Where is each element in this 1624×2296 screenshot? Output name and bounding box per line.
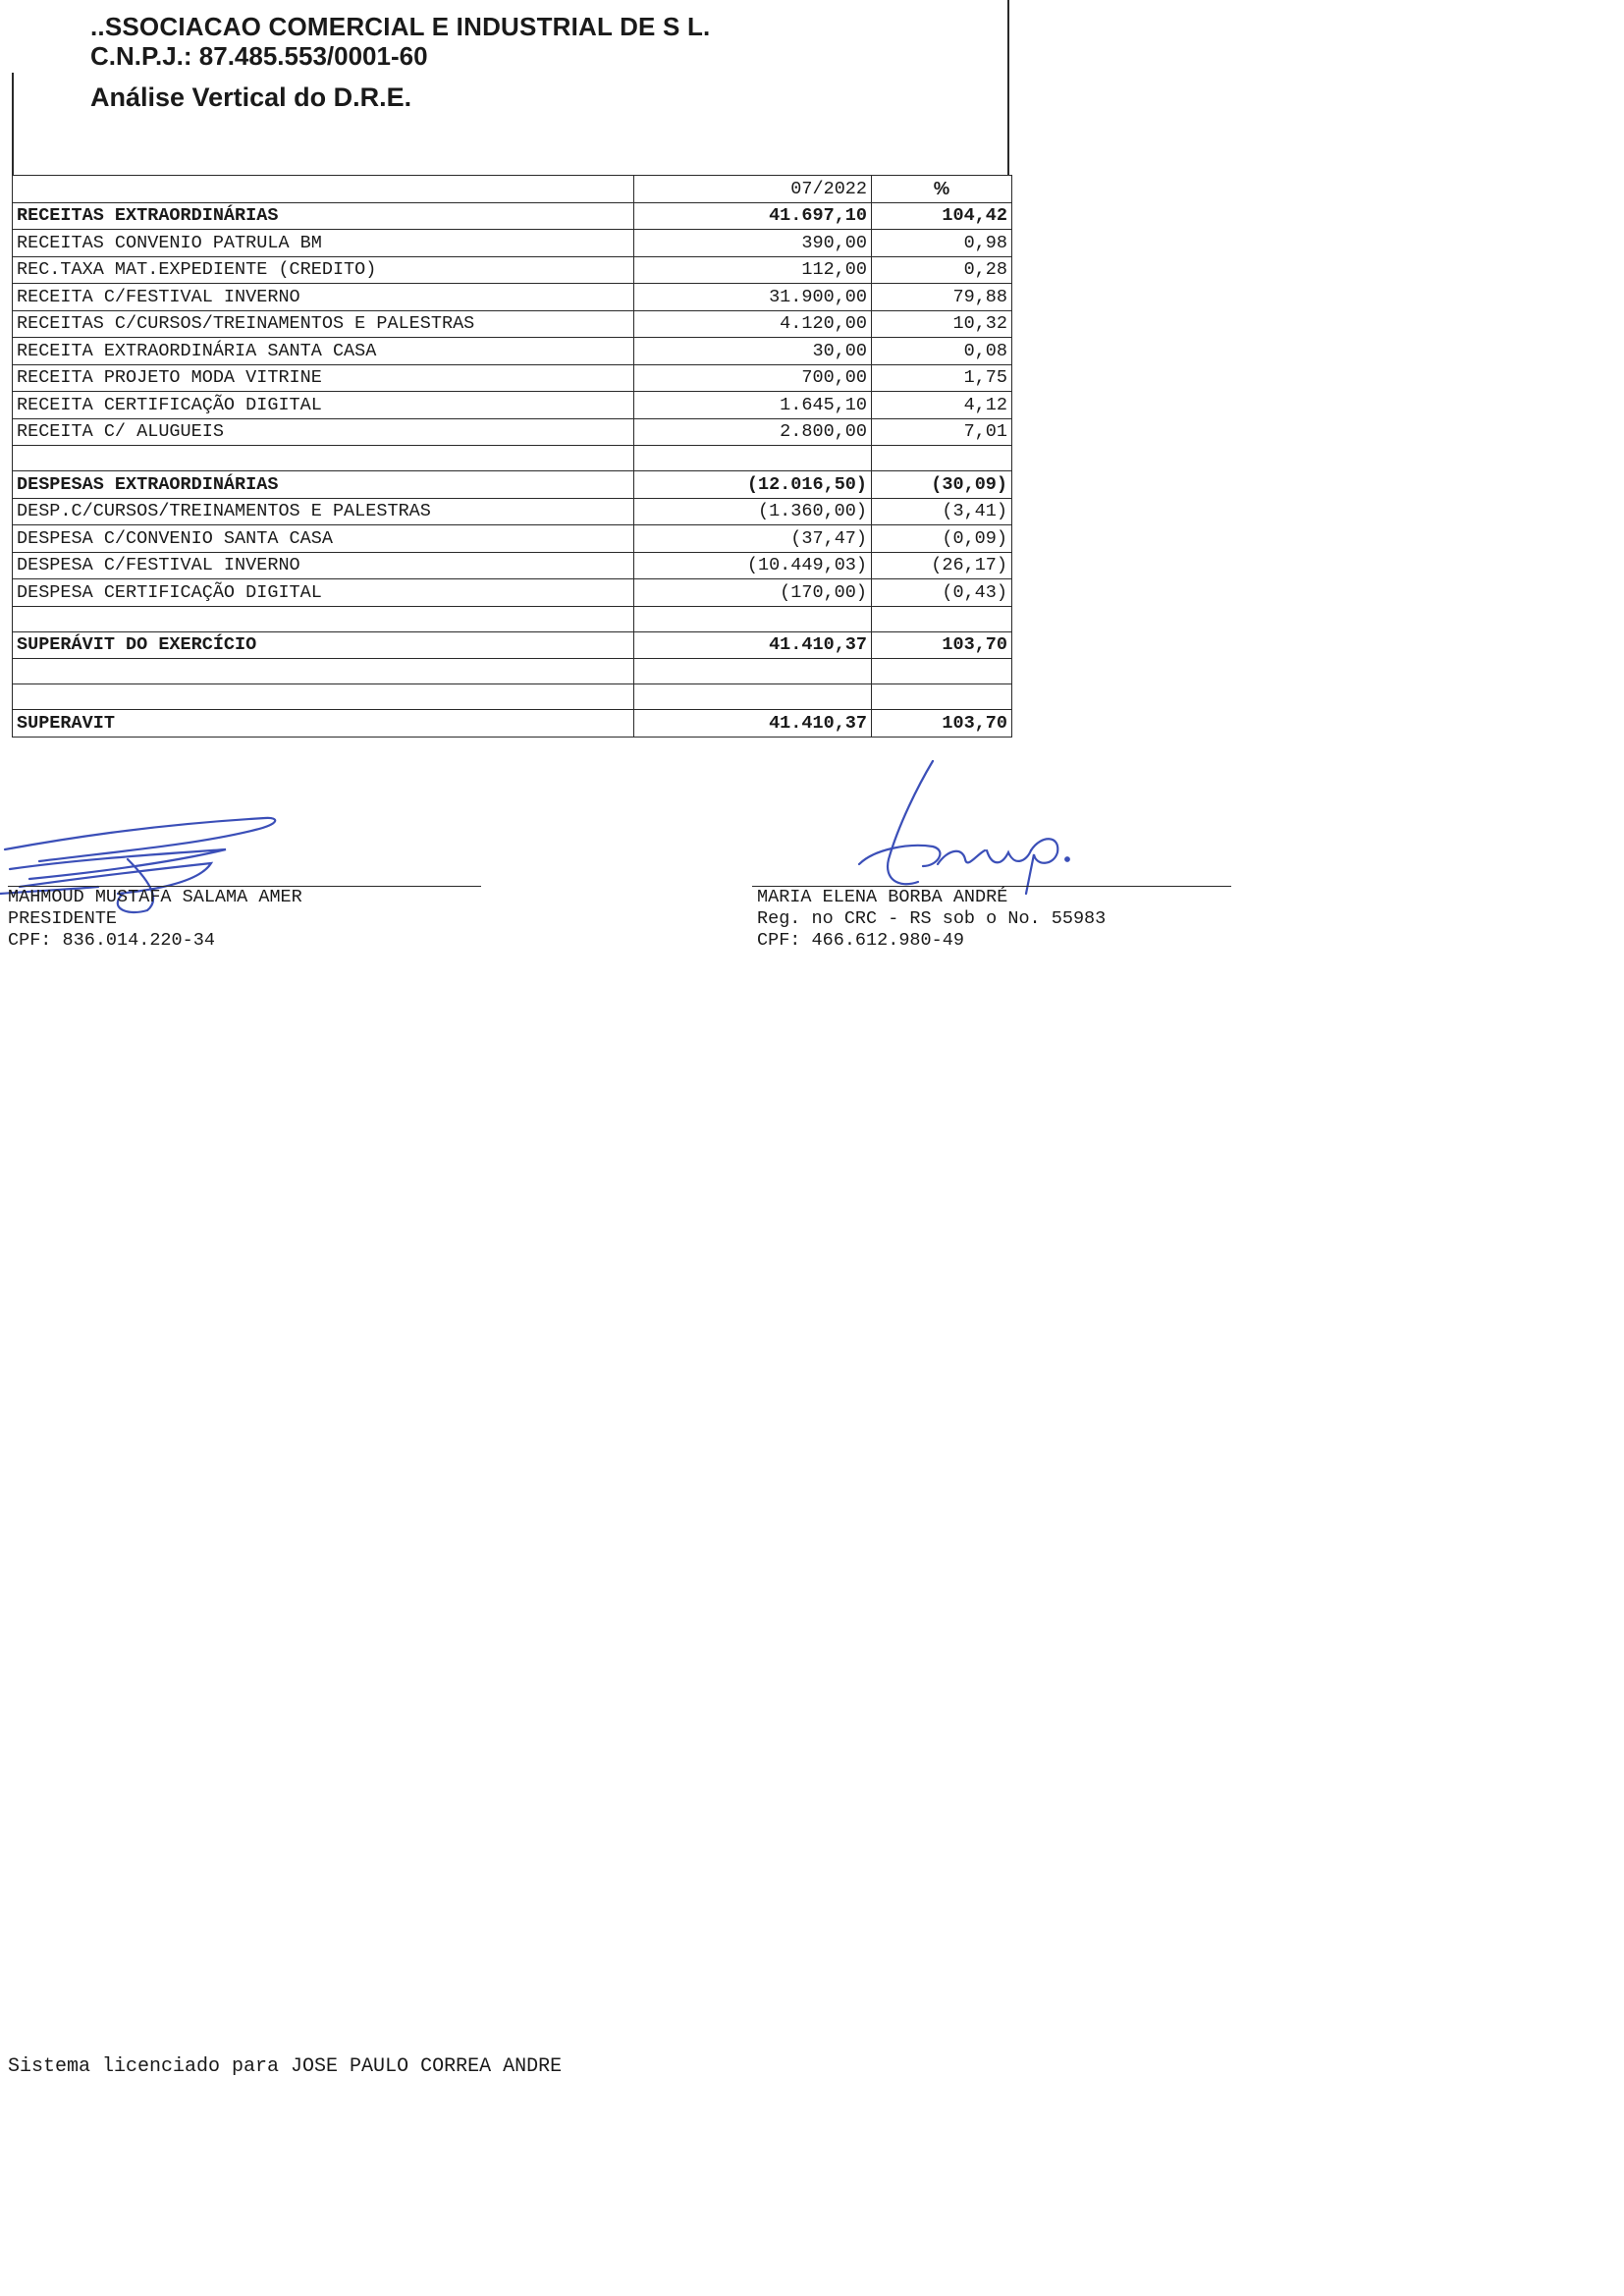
table-row bbox=[13, 418, 1012, 446]
row-percent: (30,09) bbox=[872, 471, 1012, 499]
blank-row bbox=[13, 684, 1012, 710]
row-percent: 103,70 bbox=[872, 710, 1012, 738]
header-left-rule bbox=[12, 73, 14, 175]
row-value: (10.449,03) bbox=[634, 552, 872, 579]
row-percent: 7,01 bbox=[872, 418, 1012, 446]
blank-cell bbox=[634, 659, 872, 684]
table-row bbox=[13, 392, 1012, 419]
row-value: 30,00 bbox=[634, 338, 872, 365]
blank-cell bbox=[634, 446, 872, 471]
row-label: DESP.C/CURSOS/TREINAMENTOS E PALESTRAS bbox=[13, 498, 634, 525]
row-label: SUPERÁVIT DO EXERCÍCIO bbox=[13, 631, 634, 659]
section-row-receitas bbox=[13, 202, 1012, 230]
license-footer: Sistema licenciado para JOSE PAULO CORREA ANDRE bbox=[8, 2055, 563, 2078]
organization-name: ..SSOCIACAO COMERCIAL E INDUSTRIAL DE S L. bbox=[90, 12, 711, 41]
row-label: RECEITA EXTRAORDINÁRIA SANTA CASA bbox=[13, 338, 634, 365]
row-value: (170,00) bbox=[634, 579, 872, 607]
row-value: (1.360,00) bbox=[634, 498, 872, 525]
row-value: 1.645,10 bbox=[634, 392, 872, 419]
row-label: SUPERAVIT bbox=[13, 710, 634, 738]
document-title: Análise Vertical do D.R.E. bbox=[90, 82, 412, 112]
period-header: 07/2022 bbox=[634, 176, 872, 203]
header-box bbox=[12, 0, 1009, 175]
row-label: RECEITAS CONVENIO PATRULA BM bbox=[13, 230, 634, 257]
blank-cell bbox=[872, 606, 1012, 631]
blank-cell bbox=[13, 606, 634, 631]
row-value: 390,00 bbox=[634, 230, 872, 257]
row-value: 4.120,00 bbox=[634, 310, 872, 338]
row-label: RECEITAS C/CURSOS/TREINAMENTOS E PALESTRAS bbox=[13, 310, 634, 338]
accountant-signature bbox=[839, 756, 1095, 903]
row-value: 31.900,00 bbox=[634, 284, 872, 311]
blank-cell bbox=[13, 446, 634, 471]
organization-cnpj: C.N.P.J.: 87.485.553/0001-60 bbox=[90, 41, 428, 71]
table-row bbox=[13, 310, 1012, 338]
row-percent: 0,08 bbox=[872, 338, 1012, 365]
row-percent: 104,42 bbox=[872, 202, 1012, 230]
accountant-block bbox=[757, 887, 1106, 952]
blank-cell bbox=[872, 659, 1012, 684]
blank-row bbox=[13, 659, 1012, 684]
table-row bbox=[13, 230, 1012, 257]
row-percent: 10,32 bbox=[872, 310, 1012, 338]
row-percent: 103,70 bbox=[872, 631, 1012, 659]
blank-cell bbox=[13, 659, 634, 684]
row-label: DESPESA C/FESTIVAL INVERNO bbox=[13, 552, 634, 579]
president-block bbox=[8, 887, 302, 952]
blank-cell bbox=[634, 684, 872, 710]
row-value: (12.016,50) bbox=[634, 471, 872, 499]
table-row bbox=[13, 525, 1012, 553]
table-row bbox=[13, 579, 1012, 607]
row-percent: (0,43) bbox=[872, 579, 1012, 607]
table-row bbox=[13, 284, 1012, 311]
blank-cell bbox=[872, 446, 1012, 471]
table-row bbox=[13, 552, 1012, 579]
row-label: RECEITA CERTIFICAÇÃO DIGITAL bbox=[13, 392, 634, 419]
dre-table bbox=[12, 175, 1012, 738]
table-row bbox=[13, 364, 1012, 392]
row-percent: (0,09) bbox=[872, 525, 1012, 553]
blank-row bbox=[13, 606, 1012, 631]
president-name: MAHMOUD MUSTAFA SALAMA AMER bbox=[8, 887, 302, 907]
row-label: DESPESA CERTIFICAÇÃO DIGITAL bbox=[13, 579, 634, 607]
president-role: PRESIDENTE bbox=[8, 908, 118, 929]
row-percent: 0,28 bbox=[872, 256, 1012, 284]
row-value: (37,47) bbox=[634, 525, 872, 553]
section-row-superavit-exercicio bbox=[13, 631, 1012, 659]
section-row-superavit bbox=[13, 710, 1012, 738]
row-value: 41.410,37 bbox=[634, 631, 872, 659]
row-percent: (3,41) bbox=[872, 498, 1012, 525]
row-percent: 79,88 bbox=[872, 284, 1012, 311]
table-row bbox=[13, 498, 1012, 525]
row-label: DESPESAS EXTRAORDINÁRIAS bbox=[13, 471, 634, 499]
row-value: 41.410,37 bbox=[634, 710, 872, 738]
table-row bbox=[13, 338, 1012, 365]
row-label: RECEITA C/FESTIVAL INVERNO bbox=[13, 284, 634, 311]
section-row-despesas bbox=[13, 471, 1012, 499]
accountant-registration: Reg. no CRC - RS sob o No. 55983 bbox=[757, 908, 1107, 929]
row-label: RECEITA C/ ALUGUEIS bbox=[13, 418, 634, 446]
president-cpf: CPF: 836.014.220-34 bbox=[8, 930, 215, 951]
percent-header: % bbox=[872, 176, 1012, 203]
blank-row bbox=[13, 446, 1012, 471]
row-percent: 0,98 bbox=[872, 230, 1012, 257]
row-label: RECEITA PROJETO MODA VITRINE bbox=[13, 364, 634, 392]
header-description-cell bbox=[13, 176, 634, 203]
accountant-name: MARIA ELENA BORBA ANDRÉ bbox=[757, 887, 1008, 907]
row-value: 41.697,10 bbox=[634, 202, 872, 230]
blank-cell bbox=[872, 684, 1012, 710]
row-percent: 1,75 bbox=[872, 364, 1012, 392]
row-value: 700,00 bbox=[634, 364, 872, 392]
table-header-row bbox=[13, 176, 1012, 203]
blank-cell bbox=[634, 606, 872, 631]
row-value: 112,00 bbox=[634, 256, 872, 284]
row-percent: (26,17) bbox=[872, 552, 1012, 579]
row-percent: 4,12 bbox=[872, 392, 1012, 419]
row-label: RECEITAS EXTRAORDINÁRIAS bbox=[13, 202, 634, 230]
row-label: REC.TAXA MAT.EXPEDIENTE (CREDITO) bbox=[13, 256, 634, 284]
row-value: 2.800,00 bbox=[634, 418, 872, 446]
accountant-cpf: CPF: 466.612.980-49 bbox=[757, 930, 964, 951]
row-label: DESPESA C/CONVENIO SANTA CASA bbox=[13, 525, 634, 553]
table-row bbox=[13, 256, 1012, 284]
blank-cell bbox=[13, 684, 634, 710]
